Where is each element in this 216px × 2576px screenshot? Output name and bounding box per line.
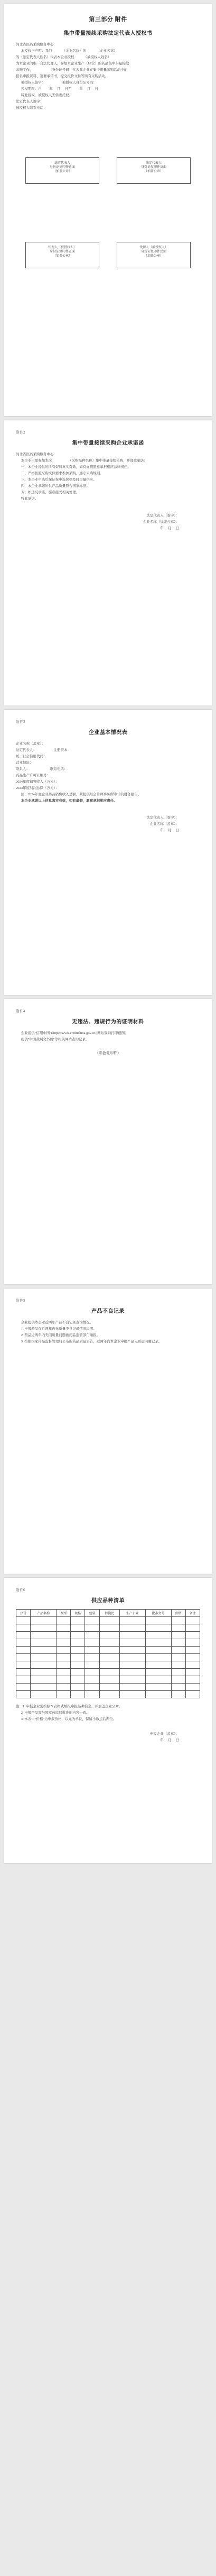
text-line: 药品生产许可证编号： bbox=[16, 774, 50, 777]
table-cell bbox=[85, 1684, 99, 1691]
table-cell bbox=[119, 1617, 145, 1624]
table-cell bbox=[119, 1661, 145, 1669]
table-cell bbox=[16, 1691, 31, 1698]
col-header: 转换比 bbox=[99, 1610, 119, 1617]
supply-table bbox=[16, 1609, 200, 1698]
table-row bbox=[16, 1624, 200, 1632]
table-cell bbox=[57, 1669, 71, 1676]
text-line: 河北省医药采购服务中心： bbox=[16, 453, 57, 456]
table-cell bbox=[16, 1654, 31, 1661]
table-cell bbox=[71, 1684, 85, 1691]
col-header: 生产企业 bbox=[119, 1610, 145, 1617]
table-cell bbox=[185, 1691, 200, 1698]
table-cell bbox=[85, 1676, 99, 1684]
date-line: 年 月 日 bbox=[160, 829, 179, 832]
table-cell bbox=[57, 1632, 71, 1639]
table-cell bbox=[119, 1669, 145, 1676]
table-cell bbox=[71, 1639, 85, 1647]
col-header: 备注 bbox=[185, 1610, 200, 1617]
table-cell bbox=[145, 1632, 171, 1639]
page-5 bbox=[4, 1289, 212, 1574]
table-cell bbox=[57, 1691, 71, 1698]
table-cell bbox=[85, 1624, 99, 1632]
table-cell bbox=[185, 1624, 200, 1632]
table-cell bbox=[99, 1632, 119, 1639]
table-cell bbox=[71, 1647, 85, 1654]
text-line: 为本企业的唯一合法代理人，参加本企业生产（经营）的药品集中带量接续 bbox=[16, 62, 129, 65]
col-header: 产品名称 bbox=[31, 1610, 57, 1617]
table-cell bbox=[145, 1647, 171, 1654]
table-cell bbox=[99, 1676, 119, 1684]
table-cell bbox=[71, 1617, 85, 1624]
table-cell bbox=[99, 1691, 119, 1698]
table-cell bbox=[171, 1647, 185, 1654]
text-line: 四、本企业承诺所供产品质量符合国家标准。 bbox=[21, 484, 90, 488]
table-cell bbox=[16, 1617, 31, 1624]
page-2 bbox=[4, 420, 212, 706]
table-cell bbox=[85, 1617, 99, 1624]
id-box-back-agent: 代理人（被授权人） 身份证复印件反面 （加盖公章） bbox=[117, 242, 191, 268]
table-cell bbox=[57, 1661, 71, 1669]
table-cell bbox=[171, 1669, 185, 1676]
table-cell bbox=[16, 1684, 31, 1691]
table-cell bbox=[85, 1669, 99, 1676]
table-cell bbox=[71, 1669, 85, 1676]
table-cell bbox=[119, 1676, 145, 1684]
color-copy-note: （彩色复印件） bbox=[95, 1051, 121, 1055]
text-line: 企业提供本企业近两年产品不良记录查询情况。 bbox=[21, 1321, 93, 1324]
table-cell bbox=[71, 1624, 85, 1632]
page-tag: 附件4 bbox=[16, 1009, 25, 1013]
page-title: 供应品种清单 bbox=[91, 1598, 125, 1604]
text-line: 2024年度销售收入（万元）： bbox=[16, 780, 59, 784]
text-line: 企业名称（加盖公章）： bbox=[143, 520, 179, 524]
table-row bbox=[16, 1654, 200, 1661]
text-line: 注：2024年度企业药品销售收入总额，须提供经会计师事务所审计的财务报告。 bbox=[21, 793, 142, 796]
text-line: 三、本企业中选后保证按中选价格及时足量供应。 bbox=[21, 478, 97, 482]
text-line: 企业名称（盖章）： bbox=[16, 742, 45, 746]
table-cell bbox=[171, 1676, 185, 1684]
table-cell bbox=[185, 1617, 200, 1624]
col-header: 剂型 bbox=[57, 1610, 71, 1617]
table-cell bbox=[31, 1661, 57, 1669]
note-line: 3. 本表中"价格"为申报价格，以元为单位，保留小数点后两位。 bbox=[21, 1717, 117, 1721]
table-cell bbox=[16, 1661, 31, 1669]
text-line: 二、严格按照采购文件要求参加采购，遵守采购规则。 bbox=[21, 472, 104, 475]
text-line: 企业名称（盖章）： bbox=[149, 822, 179, 826]
page-6 bbox=[4, 1578, 212, 1863]
table-cell bbox=[145, 1676, 171, 1684]
text-line: 法定代表人签字： bbox=[16, 100, 43, 104]
text-line: 采购工作， （身份证号码）代表我企业在集中带量采购活动中的 bbox=[16, 68, 128, 72]
text-line: 2. 药品近两年内无因质量问题被药品监管部门通报。 bbox=[21, 1333, 100, 1337]
table-cell bbox=[16, 1647, 31, 1654]
table-cell bbox=[185, 1676, 200, 1684]
table-cell bbox=[119, 1639, 145, 1647]
table-cell bbox=[185, 1632, 200, 1639]
page-title: 无违法、违规行为的证明材料 bbox=[72, 1019, 144, 1025]
table-cell bbox=[145, 1654, 171, 1661]
text-line: 营业地址： bbox=[16, 761, 33, 765]
table-cell bbox=[185, 1647, 200, 1654]
table-cell bbox=[99, 1669, 119, 1676]
text-line: 2024年度利润总额（万元）： bbox=[16, 786, 59, 790]
table-row bbox=[16, 1647, 200, 1654]
table-cell bbox=[85, 1632, 99, 1639]
table-cell bbox=[16, 1676, 31, 1684]
table-cell bbox=[99, 1617, 119, 1624]
table-cell bbox=[171, 1632, 185, 1639]
table-cell bbox=[57, 1647, 71, 1654]
text-line: 一、本企业提供的所有资料真实有效，如有虚假愿意承担相应法律责任。 bbox=[21, 465, 131, 469]
table-cell bbox=[99, 1624, 119, 1632]
date-line: 年 月 日 bbox=[160, 527, 179, 530]
table-cell bbox=[57, 1676, 71, 1684]
table-cell bbox=[71, 1661, 85, 1669]
text-line: 申报企业（盖章）： bbox=[149, 1732, 179, 1736]
table-row bbox=[16, 1639, 200, 1647]
table-body bbox=[16, 1617, 200, 1698]
table-cell bbox=[185, 1654, 200, 1661]
text-line: 本企业自愿参加本次 （采购品种名称）集中带量接续采购，并郑重承诺： bbox=[21, 459, 147, 463]
table-cell bbox=[85, 1661, 99, 1669]
table-cell bbox=[57, 1684, 71, 1691]
table-cell bbox=[171, 1654, 185, 1661]
table-cell bbox=[145, 1691, 171, 1698]
table-cell bbox=[145, 1624, 171, 1632]
text-line: 本授权书声明：我们 （企业名称）的 （企业名称） bbox=[21, 49, 117, 53]
text-line: 企业提供"信用中国"(https://www.creditchina.gov.cn/)网站查询打印截图。 bbox=[21, 1031, 128, 1035]
id-box-back-legal: 法定代表人 身份证复印件反面 （加盖公章） bbox=[117, 157, 191, 184]
table-cell bbox=[119, 1684, 145, 1691]
text-line: 被授权人联系电话： bbox=[16, 106, 47, 110]
text-line: 法定代表人： 注册资本： bbox=[16, 748, 71, 752]
page-title: 集中带量接续采购法定代表人授权书 bbox=[63, 31, 153, 36]
text-line: 河北省医药采购服务中心： bbox=[16, 43, 57, 46]
col-header: 规格 bbox=[71, 1610, 85, 1617]
text-line: 特此授权，被授权人无转委托权。 bbox=[21, 93, 73, 97]
table-cell bbox=[119, 1691, 145, 1698]
text-line: 法定代表人（签字）： bbox=[146, 816, 179, 820]
table-cell bbox=[185, 1684, 200, 1691]
col-header: 包装 bbox=[85, 1610, 99, 1617]
table-row bbox=[16, 1676, 200, 1684]
page-tag: 附件5 bbox=[16, 1299, 25, 1303]
table-row bbox=[16, 1617, 200, 1624]
table-row bbox=[16, 1691, 200, 1698]
text-line: 的（法定代表人姓名）代表本企业授权 （被授权人姓名） bbox=[16, 55, 111, 59]
text-line: 本企业承诺以上信息真实有效，如有虚假，愿意承担相应责任。 bbox=[21, 799, 117, 803]
id-box-front-legal: 法定代表人 身份证复印件正面 （加盖公章） bbox=[25, 157, 99, 184]
text-line: 提供"中国裁判文书网"等相关网站查询记录。 bbox=[21, 1038, 89, 1041]
page-header: 第三部分 附件 bbox=[89, 16, 127, 23]
table-cell bbox=[31, 1669, 57, 1676]
table-cell bbox=[145, 1661, 171, 1669]
text-line: 授权期限：自 年 月 日至 年 月 日 bbox=[21, 87, 98, 91]
note-line: 注：1. 申报企业需按照本表格式填报申报品种信息，并加盖企业公章。 bbox=[16, 1705, 123, 1708]
table-cell bbox=[119, 1624, 145, 1632]
table-cell bbox=[57, 1617, 71, 1624]
table-cell bbox=[171, 1624, 185, 1632]
text-line: 特此承诺。 bbox=[21, 497, 39, 501]
id-box-front-agent: 代理人（被授权人） 身份证复印件正面 （加盖公章） bbox=[25, 242, 99, 268]
page-3 bbox=[4, 710, 212, 995]
table-cell bbox=[185, 1661, 200, 1669]
table-cell bbox=[185, 1669, 200, 1676]
table-cell bbox=[171, 1684, 185, 1691]
note-line: 2. 申报产品需与国家药监局批准的内容一致。 bbox=[21, 1711, 90, 1715]
table-cell bbox=[57, 1654, 71, 1661]
table-cell bbox=[16, 1632, 31, 1639]
table-cell bbox=[99, 1639, 119, 1647]
table-cell bbox=[85, 1647, 99, 1654]
text-line: 3. 按照国家药品监督管理局公布的药品质量公告，近两年内本企业申报产品无质量问题记录。 bbox=[21, 1340, 162, 1343]
table-cell bbox=[31, 1676, 57, 1684]
table-cell bbox=[31, 1624, 57, 1632]
text-line: 报名申报资料、签署承诺书、提交报价文件等所有采购活动。 bbox=[16, 74, 109, 78]
table-cell bbox=[31, 1647, 57, 1654]
table-cell bbox=[16, 1624, 31, 1632]
table-cell bbox=[71, 1632, 85, 1639]
table-cell bbox=[31, 1684, 57, 1691]
page-title: 企业基本情况表 bbox=[88, 730, 128, 736]
table-cell bbox=[145, 1684, 171, 1691]
table-cell bbox=[99, 1654, 119, 1661]
table-cell bbox=[16, 1669, 31, 1676]
table-row bbox=[16, 1684, 200, 1691]
table-cell bbox=[145, 1639, 171, 1647]
table-cell bbox=[31, 1632, 57, 1639]
table-cell bbox=[185, 1639, 200, 1647]
table-cell bbox=[145, 1617, 171, 1624]
table-cell bbox=[85, 1691, 99, 1698]
page-4 bbox=[4, 999, 212, 1284]
col-header: 价格 bbox=[171, 1610, 185, 1617]
table-cell bbox=[171, 1691, 185, 1698]
table-cell bbox=[71, 1691, 85, 1698]
table-row bbox=[16, 1669, 200, 1676]
table-cell bbox=[171, 1661, 185, 1669]
table-cell bbox=[31, 1617, 57, 1624]
table-cell bbox=[145, 1669, 171, 1676]
table-cell bbox=[31, 1654, 57, 1661]
table-cell bbox=[31, 1639, 57, 1647]
table-cell bbox=[119, 1647, 145, 1654]
table-cell bbox=[85, 1654, 99, 1661]
table-header-row bbox=[16, 1610, 200, 1617]
table-cell bbox=[171, 1617, 185, 1624]
date-line: 年 月 日 bbox=[160, 1738, 179, 1742]
page-1 bbox=[4, 4, 212, 416]
table-cell bbox=[57, 1624, 71, 1632]
table-cell bbox=[31, 1691, 57, 1698]
table-cell bbox=[119, 1654, 145, 1661]
table-cell bbox=[71, 1676, 85, 1684]
table-row bbox=[16, 1632, 200, 1639]
text-line: 五、如违反承诺，愿意接受相关处理。 bbox=[21, 491, 80, 494]
text-line: 被授权人签字： 被授权人身份证号码： bbox=[21, 81, 97, 84]
col-header: 序号 bbox=[16, 1610, 31, 1617]
text-line: 法定代表人（签字）： bbox=[146, 514, 179, 518]
table-cell bbox=[57, 1639, 71, 1647]
col-header: 批准文号 bbox=[145, 1610, 171, 1617]
table-row bbox=[16, 1661, 200, 1669]
text-line: 联系人： 联系电话： bbox=[16, 767, 68, 771]
table-cell bbox=[171, 1639, 185, 1647]
page-tag: 附件2 bbox=[16, 430, 25, 435]
table-cell bbox=[99, 1684, 119, 1691]
page-tag: 附件6 bbox=[16, 1588, 25, 1592]
table-cell bbox=[16, 1639, 31, 1647]
page-title: 产品不良记录 bbox=[91, 1309, 125, 1314]
table-cell bbox=[99, 1661, 119, 1669]
page-title: 集中带量接续采购企业承诺函 bbox=[72, 440, 144, 446]
text-line: 1. 申报药品在近两年内无质量不良记录情况说明。 bbox=[21, 1327, 97, 1331]
table-cell bbox=[85, 1639, 99, 1647]
text-line: 统一社会信用代码： bbox=[16, 755, 47, 758]
table-cell bbox=[71, 1654, 85, 1661]
page-tag: 附件3 bbox=[16, 720, 25, 724]
table-cell bbox=[119, 1632, 145, 1639]
table-cell bbox=[99, 1647, 119, 1654]
